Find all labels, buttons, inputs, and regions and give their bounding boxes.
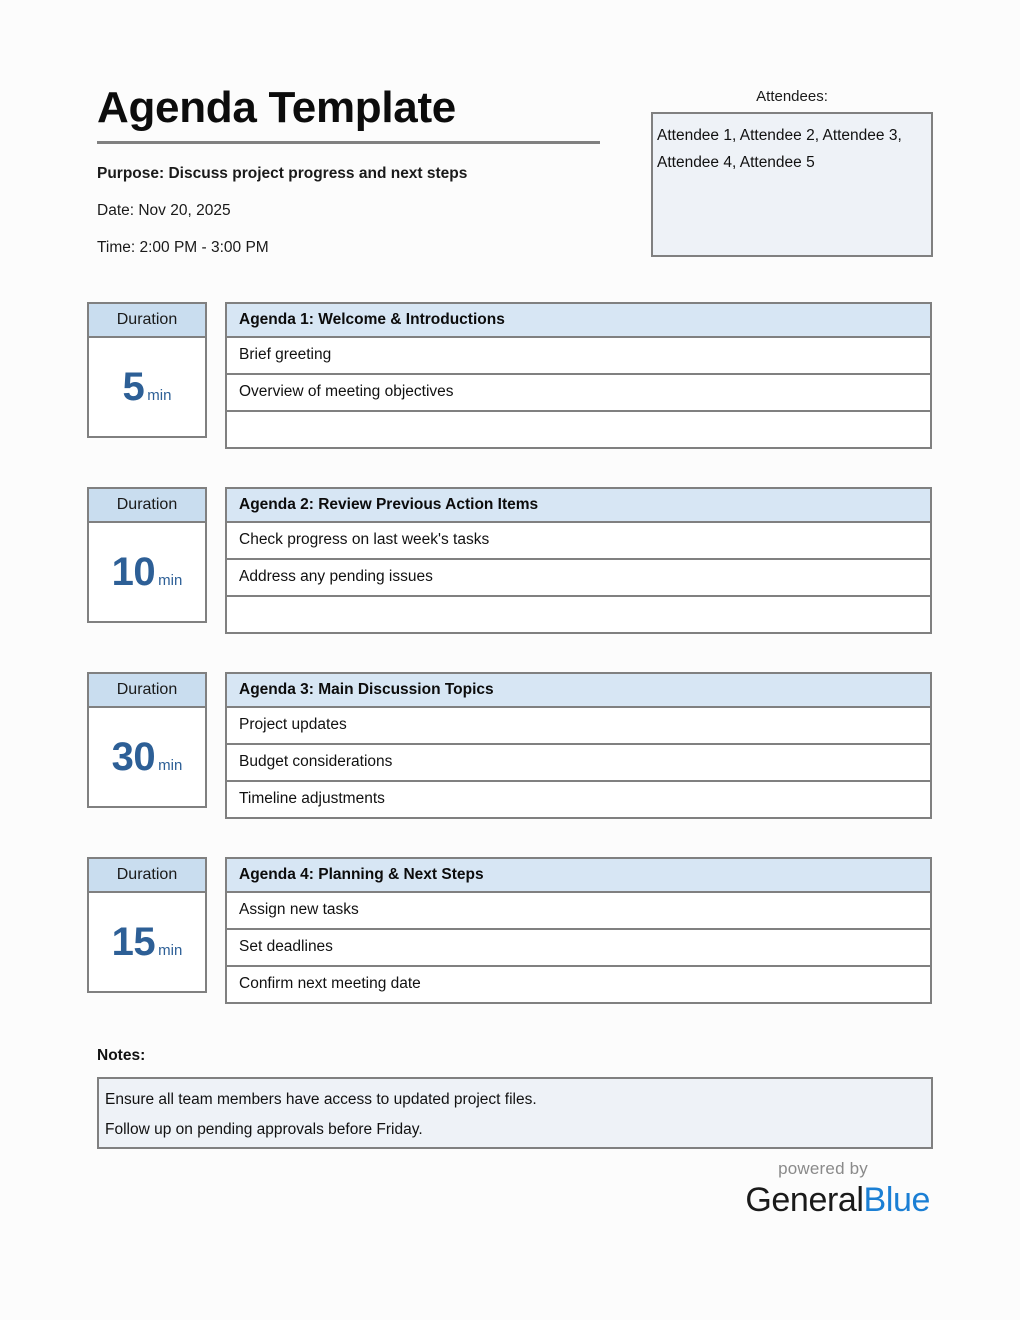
duration-header-4: Duration [87, 857, 207, 893]
agenda-item-2-3[interactable] [225, 597, 932, 634]
duration-value-4 [112, 922, 183, 962]
duration-cell-3[interactable] [87, 708, 207, 808]
duration-unit-3: min [158, 757, 183, 774]
duration-number-3: 30 [111, 735, 156, 779]
page-title: Agenda Template [97, 83, 456, 132]
meeting-purpose: Purpose: Discuss project progress and next steps [97, 165, 468, 182]
duration-table-3 [87, 672, 207, 808]
title-divider [97, 141, 600, 144]
topic-table-4 [225, 857, 932, 1004]
attendees-label: Attendees: [756, 88, 828, 105]
notes-box[interactable] [97, 1077, 933, 1149]
duration-number-4: 15 [111, 920, 156, 964]
header-left-column [97, 82, 602, 257]
topic-table-2 [225, 487, 932, 634]
agenda-item-1-2[interactable]: Overview of meeting objectives [225, 375, 932, 412]
duration-unit-4: min [158, 942, 183, 959]
footer-branding [630, 1158, 930, 1220]
agenda-title-1: Agenda 1: Welcome & Introductions [225, 302, 932, 338]
duration-unit-1: min [147, 387, 172, 404]
duration-table-1 [87, 302, 207, 438]
agenda-item-1-1[interactable]: Brief greeting [225, 338, 932, 375]
notes-section [97, 1046, 933, 1149]
duration-table-4 [87, 857, 207, 993]
agenda-block-4 [87, 857, 932, 1004]
agenda-block-1 [87, 302, 932, 449]
agenda-item-2-2[interactable]: Address any pending issues [225, 560, 932, 597]
duration-value-3 [112, 737, 183, 777]
agenda-block-3 [87, 672, 932, 819]
attendees-box[interactable] [651, 112, 933, 257]
agenda-title-2: Agenda 2: Review Previous Action Items [225, 487, 932, 523]
duration-header-3: Duration [87, 672, 207, 708]
topic-table-1 [225, 302, 932, 449]
agenda-item-2-1[interactable]: Check progress on last week's tasks [225, 523, 932, 560]
duration-number-1: 5 [122, 365, 145, 409]
powered-by-label: powered by [778, 1159, 868, 1178]
agenda-block-2 [87, 487, 932, 634]
duration-value-1 [123, 367, 172, 407]
agenda-item-3-2[interactable]: Budget considerations [225, 745, 932, 782]
duration-number-2: 10 [111, 550, 156, 594]
generalblue-logo [630, 1180, 930, 1220]
attendees-value: Attendee 1, Attendee 2, Attendee 3, Attendee 4, Attendee 5 [657, 127, 902, 171]
notes-line-1: Ensure all team members have access to updated project files. [105, 1091, 537, 1108]
agenda-item-4-1[interactable]: Assign new tasks [225, 893, 932, 930]
duration-cell-1[interactable] [87, 338, 207, 438]
duration-header-1: Duration [87, 302, 207, 338]
brand-name-blue: Blue [863, 1181, 930, 1219]
duration-table-2 [87, 487, 207, 623]
agenda-item-4-3[interactable]: Confirm next meeting date [225, 967, 932, 1004]
duration-unit-2: min [158, 572, 183, 589]
notes-label: Notes: [97, 1047, 146, 1064]
duration-cell-2[interactable] [87, 523, 207, 623]
topic-table-3 [225, 672, 932, 819]
duration-cell-4[interactable] [87, 893, 207, 993]
agenda-title-3: Agenda 3: Main Discussion Topics [225, 672, 932, 708]
agenda-title-4: Agenda 4: Planning & Next Steps [225, 857, 932, 893]
agenda-item-3-3[interactable]: Timeline adjustments [225, 782, 932, 819]
attendees-section [651, 88, 933, 257]
duration-value-2 [112, 552, 183, 592]
notes-line-2: Follow up on pending approvals before Friday. [105, 1121, 423, 1138]
agenda-item-1-3[interactable] [225, 412, 932, 449]
duration-header-2: Duration [87, 487, 207, 523]
agenda-item-4-2[interactable]: Set deadlines [225, 930, 932, 967]
brand-name-general: General [745, 1181, 864, 1219]
meeting-time: Time: 2:00 PM - 3:00 PM [97, 239, 269, 256]
agenda-item-3-1[interactable]: Project updates [225, 708, 932, 745]
meeting-date: Date: Nov 20, 2025 [97, 202, 231, 219]
